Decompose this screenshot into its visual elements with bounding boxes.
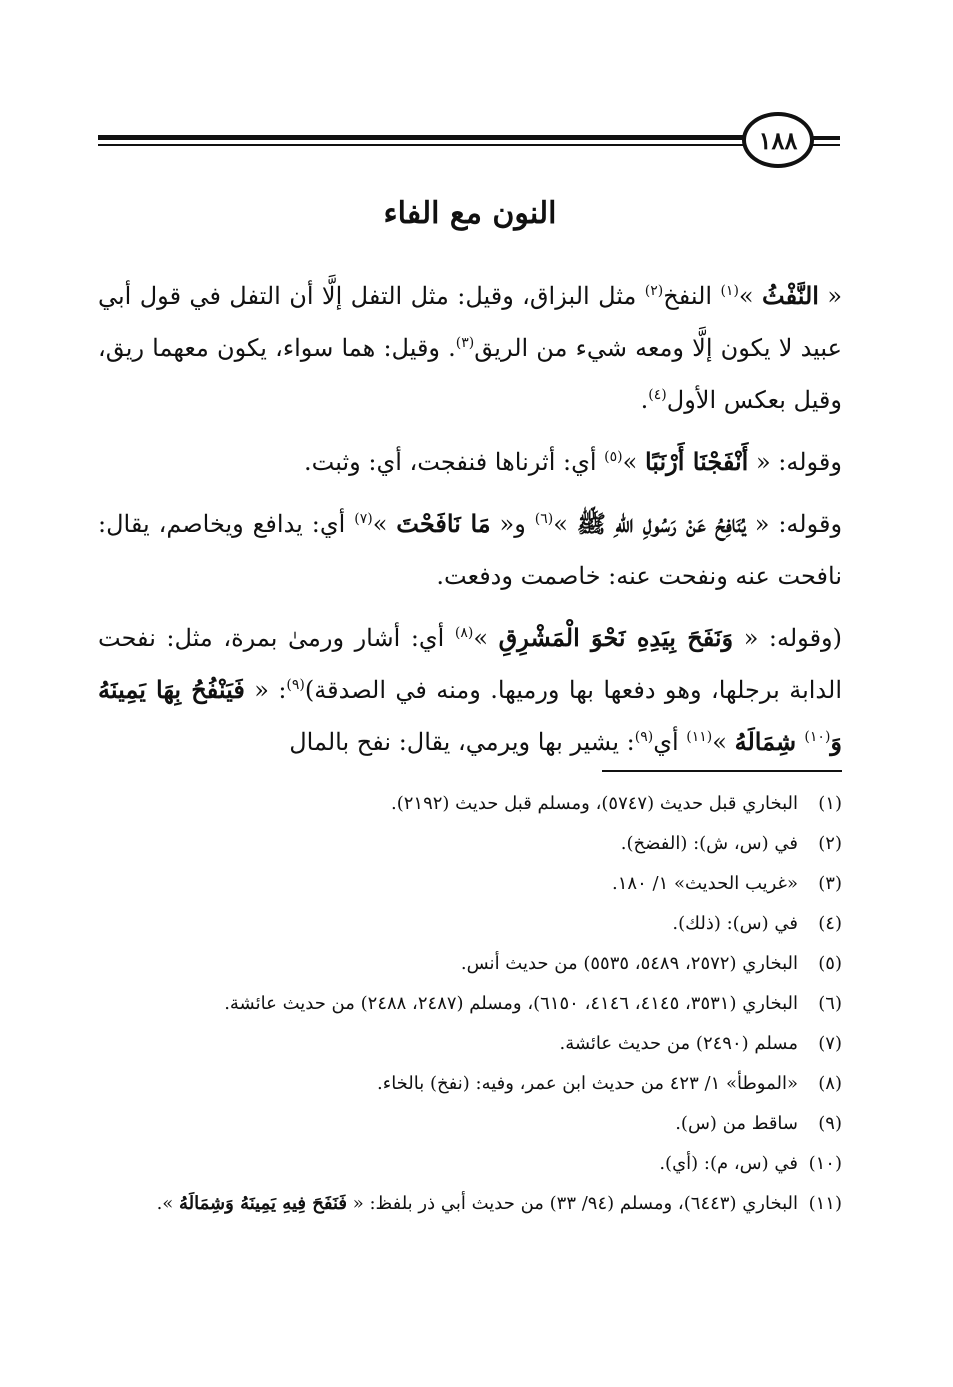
footnote-ref: (١)	[720, 283, 739, 299]
footnote-text: في (س، م): (أي).	[659, 1153, 798, 1174]
footnote-text: البخاري (٣٥٣١، ٤١٤٥، ٤١٤٦، ٦١٥٠)، ومسلم (٢٤٨٧، ٢٤٨٨) من حديث عائشة.	[224, 993, 798, 1014]
footnote-text: البخاري قبل حديث (٥٧٤٧)، ومسلم قبل حديث (٢١٩٢).	[390, 793, 798, 814]
text-run: وقوله: «	[748, 448, 842, 476]
footnote-text: «الموطأ» ١/ ٤٢٣ من حديث ابن عمر، وفيه: (نفخ) بالخاء.	[377, 1073, 798, 1094]
text-run: (وقوله: «	[733, 624, 843, 652]
header-rule-right	[812, 136, 840, 140]
footnote-6	[98, 984, 842, 1024]
footnote-number: (٢)	[818, 833, 842, 854]
quoted-term: شِمَالَهُ	[734, 727, 805, 756]
text-run: »	[738, 282, 762, 310]
footnote-3	[98, 864, 842, 904]
footnote-ref: (٨)	[454, 625, 474, 641]
paragraph-2	[98, 436, 842, 488]
footnote-ref: (٣)	[455, 335, 475, 351]
header-rule-thin	[98, 144, 748, 146]
text-run: مثل البزاق، وقيل: مثل التفل إلَّا أن التفل في قول أبي عبيد لا يكون إلَّا ومعه شيء من الريق	[98, 282, 842, 362]
text-run: و«	[490, 510, 535, 538]
footnote-text: ساقط من (س).	[675, 1113, 798, 1134]
footnote-number: (٣)	[818, 873, 842, 894]
footnote-2	[98, 824, 842, 864]
footnote-number: (١٠)	[808, 1153, 842, 1174]
header-rule-right-thin	[812, 144, 840, 146]
footnote-number: (٤)	[818, 913, 842, 934]
footnote-ref: (٥)	[604, 449, 623, 465]
footnote-9	[98, 1104, 842, 1144]
footnote-text: مسلم (٢٤٩٠) من حديث عائشة.	[559, 1033, 798, 1054]
footnotes	[98, 784, 842, 1224]
text-run: أي: أثرناها فنفجت، أي: وثبت.	[304, 448, 605, 476]
footnote-number: (٨)	[818, 1073, 842, 1094]
footnote-number: (٦)	[818, 993, 842, 1014]
quoted-term: النَّفْثُ	[762, 281, 819, 310]
paragraph-4	[98, 612, 842, 768]
footnote-text: ».	[156, 1193, 180, 1214]
paragraph-3	[98, 498, 842, 602]
footnote-text: البخاري (٢٥٧٢، ٥٤٨٩، ٥٥٣٥) من حديث أنس.	[460, 953, 798, 974]
text-run: : «	[244, 676, 287, 704]
footnote-ref: (٢)	[644, 283, 664, 299]
footnote-text: البخاري (٦٤٤٣)، ومسلم (٩٤/ ٣٣) من حديث أبي ذر بلفظ: «	[347, 1193, 798, 1214]
footnote-7	[98, 1024, 842, 1064]
text-run: »	[712, 728, 735, 756]
footnote-ref: (٩)	[634, 729, 654, 745]
quoted-term: فَيَنْفُحُ بِهَا يَمِينَهُ وَ	[98, 675, 842, 756]
footnote-ref: (٤)	[648, 387, 667, 403]
text-run: وقوله: «	[745, 510, 843, 538]
paragraph-1	[98, 270, 842, 426]
quoted-term: يُنَافِحُ عَنْ رَسُولِ اللهِ ﷺ	[576, 509, 746, 538]
page-number-badge	[742, 112, 814, 168]
footnote-text: في (س): (ذلك).	[672, 913, 798, 934]
quoted-term: مَا نَافَحْتَ	[396, 509, 491, 538]
text-run: »	[622, 448, 645, 476]
footnote-separator	[602, 770, 842, 772]
footnote-ref: (٦)	[534, 511, 554, 527]
header-rule	[98, 135, 748, 140]
footnote-text: «غريب الحديث» ١/ ١٨٠.	[612, 873, 798, 894]
footnote-8	[98, 1064, 842, 1104]
text-run: أي: أشار ورمىٰ بمرة، مثل: نفحت الدابة برجلها، وهو دفعها بها ورميها. ومنه في الصدقة)	[98, 624, 842, 704]
text-run: . وقيل: هما سواء، يكون معهما ريق، وقيل بعكس الأول	[98, 334, 842, 414]
footnote-5	[98, 944, 842, 984]
footnote-10	[98, 1144, 842, 1184]
footnote-4	[98, 904, 842, 944]
footnote-ref: (١١)	[686, 729, 713, 745]
text-run: »	[372, 510, 397, 538]
quoted-term: وَنَفَحَ بِيَدِهِ نَحْوَ الْمَشْرِقِ	[498, 623, 734, 652]
footnote-text: في (س، ش): (الفضخ).	[620, 833, 798, 854]
footnote-number: (٥)	[818, 953, 842, 974]
text-run: أي	[653, 728, 687, 756]
section-title: النون مع الفاء	[383, 196, 557, 231]
footnote-1	[98, 784, 842, 824]
text-run: »	[553, 510, 577, 538]
text-run: .	[640, 386, 649, 414]
text-run: النفخ	[663, 282, 721, 310]
quoted-term: أَنْفَجْنَا أَرْنَبًا	[644, 447, 749, 476]
footnote-number: (٩)	[818, 1113, 842, 1134]
footnote-number: (١)	[818, 793, 842, 814]
text-run: أي: يدافع ويخاصم، يقال: نافحت عنه ونفحت عنه: خاصمت ودفعت.	[98, 510, 842, 590]
page-number: ١٨٨	[758, 125, 798, 155]
footnote-number: (٧)	[818, 1033, 842, 1054]
footnote-ref: (٩)	[286, 677, 305, 693]
text-run: : يشير بها ويرمي، يقال: نفح بالمال	[289, 728, 635, 756]
text-run: «	[818, 282, 843, 310]
text-run: »	[473, 624, 499, 652]
body-text	[98, 270, 842, 778]
footnote-11	[98, 1184, 842, 1224]
quoted-term: فَنَفَحَ فِيهِ يَمِينَهُ وَشِمَالَهُ	[179, 1193, 348, 1214]
footnote-ref: (٧)	[354, 511, 373, 527]
footnote-number: (١١)	[808, 1193, 842, 1214]
footnote-ref: (١٠)	[804, 729, 831, 745]
